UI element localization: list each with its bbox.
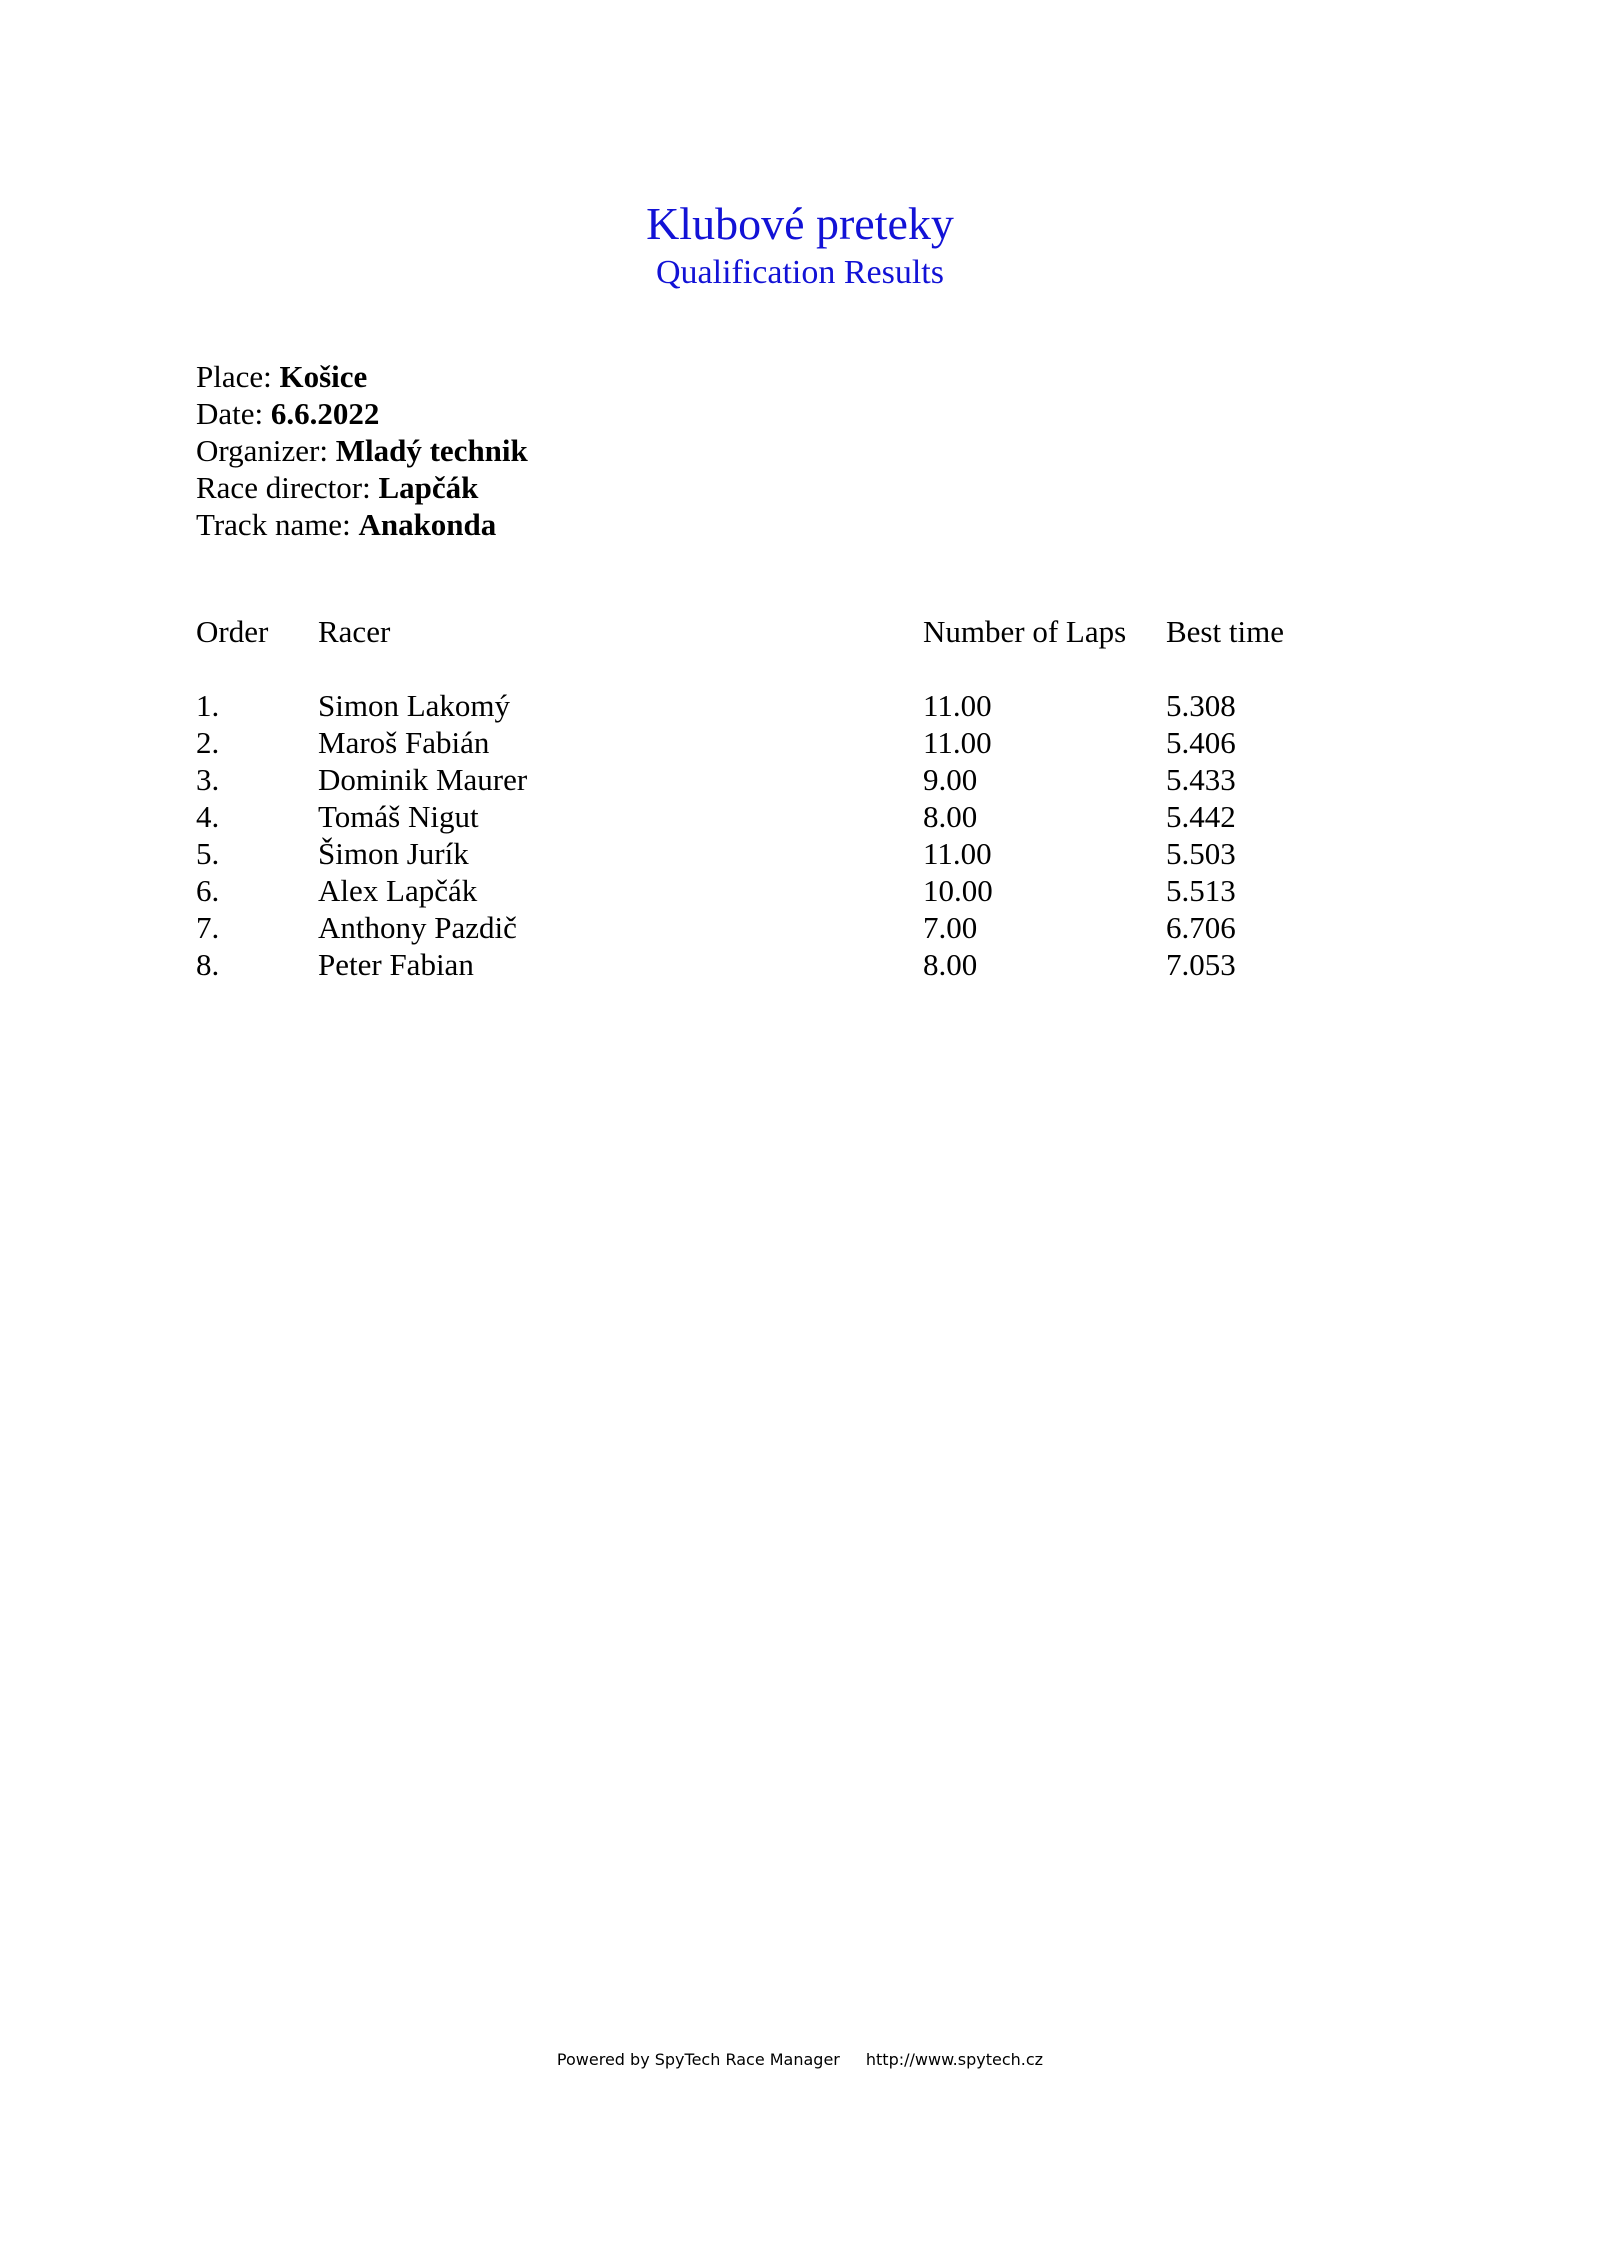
info-track-name (196, 506, 528, 543)
track-label: Track name: (196, 507, 351, 542)
info-date (196, 395, 528, 432)
cell-laps: 11.00 (923, 688, 992, 723)
cell-best-time: 5.513 (1166, 873, 1236, 908)
date-value: 6.6.2022 (270, 396, 380, 431)
cell-laps: 10.00 (923, 873, 993, 908)
cell-racer: Dominik Maurer (318, 762, 528, 797)
page-footer (0, 2050, 1600, 2070)
cell-order: 5. (196, 836, 220, 871)
cell-best-time: 5.433 (1166, 762, 1236, 797)
cell-best-time: 5.503 (1166, 836, 1236, 871)
place-value: Košice (279, 359, 368, 394)
cell-racer: Tomáš Nigut (318, 799, 479, 834)
cell-laps: 7.00 (923, 910, 978, 945)
header-best-time: Best time (1166, 614, 1284, 649)
cell-order: 8. (196, 947, 220, 982)
place-label: Place: (196, 359, 272, 394)
cell-best-time: 5.442 (1166, 799, 1236, 834)
cell-laps: 11.00 (923, 836, 992, 871)
cell-order: 2. (196, 725, 220, 760)
cell-laps: 8.00 (923, 947, 978, 982)
cell-best-time: 6.706 (1166, 910, 1236, 945)
page-title: Klubové preteky (646, 198, 954, 249)
organizer-label: Organizer: (196, 433, 328, 468)
cell-laps: 8.00 (923, 799, 978, 834)
cell-order: 6. (196, 873, 220, 908)
page-subtitle: Qualification Results (655, 254, 944, 291)
cell-best-time: 7.053 (1166, 947, 1236, 982)
info-organizer (196, 432, 528, 469)
footer-url-link[interactable]: http://www.spytech.cz (865, 2050, 1044, 2069)
powered-by-text: Powered by SpyTech Race Manager (556, 2050, 840, 2069)
cell-order: 7. (196, 910, 220, 945)
cell-racer: Peter Fabian (318, 947, 474, 982)
cell-racer: Šimon Jurík (318, 836, 469, 871)
cell-laps: 11.00 (923, 725, 992, 760)
header-number-of-laps: Number of Laps (923, 614, 1127, 649)
track-value: Anakonda (358, 507, 497, 542)
cell-racer: Alex Lapčák (318, 873, 478, 908)
cell-order: 3. (196, 762, 220, 797)
cell-best-time: 5.406 (1166, 725, 1236, 760)
director-label: Race director: (196, 470, 371, 505)
cell-order: 4. (196, 799, 220, 834)
header-order: Order (196, 614, 269, 649)
race-info (196, 358, 528, 543)
director-value: Lapčák (378, 470, 479, 505)
header-racer: Racer (318, 614, 391, 649)
cell-racer: Maroš Fabián (318, 725, 490, 760)
info-race-director (196, 469, 528, 506)
cell-laps: 9.00 (923, 762, 978, 797)
organizer-value: Mladý technik (335, 433, 528, 468)
cell-best-time: 5.308 (1166, 688, 1236, 723)
cell-racer: Anthony Pazdič (318, 910, 517, 945)
date-label: Date: (196, 396, 264, 431)
info-place (196, 358, 528, 395)
cell-order: 1. (196, 688, 220, 723)
cell-racer: Simon Lakomý (318, 688, 511, 723)
